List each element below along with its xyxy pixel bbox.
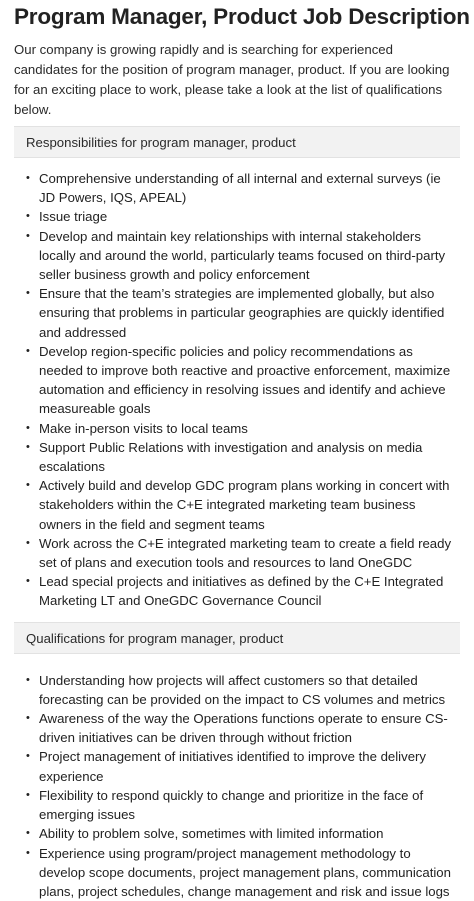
list-item-text: Develop region-specific policies and policy recommendations as needed to improve both reactive and proactive enforcement, maximize automation and efficiency in resolving issues and identify and achieve measureable goals xyxy=(39,344,450,417)
list-item-text: Understanding how projects will affect customers so that detailed forecasting can be provided on the impact to CS volumes and metrics xyxy=(39,673,445,707)
list-item-text: Develop and maintain key relationships with internal stakeholders locally and around the world, particularly teams focused on third-party seller business growth and policy enforcement xyxy=(39,229,445,282)
list-item xyxy=(39,786,460,824)
list-item xyxy=(39,844,460,901)
bullet-icon: • xyxy=(26,534,30,553)
bullet-icon: • xyxy=(26,169,30,188)
list-item-text: Work across the C+E integrated marketing team to create a field ready set of plans and execution tools and resources to land OneGDC xyxy=(39,536,451,570)
list-item-text: Awareness of the way the Operations functions operate to ensure CS-driven initiatives can be driven through without friction xyxy=(39,711,448,745)
bullet-icon: • xyxy=(26,709,30,728)
list-item xyxy=(39,419,460,438)
list-item xyxy=(39,709,460,747)
list-item xyxy=(39,207,460,226)
list-item-text: Ensure that the team’s strategies are implemented globally, but also ensuring that problems in particular geographies are quickly identified and addressed xyxy=(39,286,444,339)
bullet-icon: • xyxy=(26,572,30,591)
list-item-text: Experience using program/project management methodology to develop scope documents, project management plans, communication plans, project schedules, change management and risk and issue logs xyxy=(39,846,451,899)
bullet-icon: • xyxy=(26,747,30,766)
list-item xyxy=(39,284,460,342)
list-item xyxy=(39,342,460,419)
list-item-text: Make in-person visits to local teams xyxy=(39,421,248,436)
list-item-text: Comprehensive understanding of all internal and external surveys (ie JD Powers, IQS, APEAL) xyxy=(39,171,441,205)
list-item-text: Actively build and develop GDC program plans working in concert with stakeholders within the C+E integrated marketing team business owners in the field and segment teams xyxy=(39,478,449,531)
list-item xyxy=(39,476,460,534)
bullet-icon: • xyxy=(26,671,30,690)
page-title: Program Manager, Product Job Description xyxy=(14,0,460,32)
list-item-text: Support Public Relations with investigation and analysis on media escalations xyxy=(39,440,422,474)
bullet-icon: • xyxy=(26,786,30,805)
bullet-icon: • xyxy=(26,438,30,457)
list-item xyxy=(39,824,460,843)
list-item xyxy=(39,747,460,785)
responsibilities-heading: Responsibilities for program manager, product xyxy=(14,126,460,158)
bullet-icon: • xyxy=(26,342,30,361)
list-item xyxy=(39,227,460,285)
list-item-text: Project management of initiatives identified to improve the delivery experience xyxy=(39,749,426,783)
qualifications-list xyxy=(14,671,460,901)
list-item-text: Flexibility to respond quickly to change and prioritize in the face of emerging issues xyxy=(39,788,423,822)
list-item xyxy=(39,169,460,207)
list-item-text: Issue triage xyxy=(39,209,107,224)
list-item-text: Ability to problem solve, sometimes with limited information xyxy=(39,826,383,841)
list-item-text: Lead special projects and initiatives as defined by the C+E Integrated Marketing LT and OneGDC Governance Council xyxy=(39,574,443,608)
responsibilities-list xyxy=(14,169,460,611)
bullet-icon: • xyxy=(26,844,30,863)
list-item xyxy=(39,438,460,476)
bullet-icon: • xyxy=(26,476,30,495)
list-item xyxy=(39,572,460,610)
intro-paragraph: Our company is growing rapidly and is searching for experienced candidates for the position of program manager, product. If you are looking for an exciting place to work, please take a look at the list of qualifications below. xyxy=(14,40,460,120)
bullet-icon: • xyxy=(26,284,30,303)
bullet-icon: • xyxy=(26,227,30,246)
bullet-icon: • xyxy=(26,824,30,843)
bullet-icon: • xyxy=(26,419,30,438)
list-item xyxy=(39,534,460,572)
bullet-icon: • xyxy=(26,207,30,226)
qualifications-heading: Qualifications for program manager, product xyxy=(14,622,460,654)
list-item xyxy=(39,671,460,709)
